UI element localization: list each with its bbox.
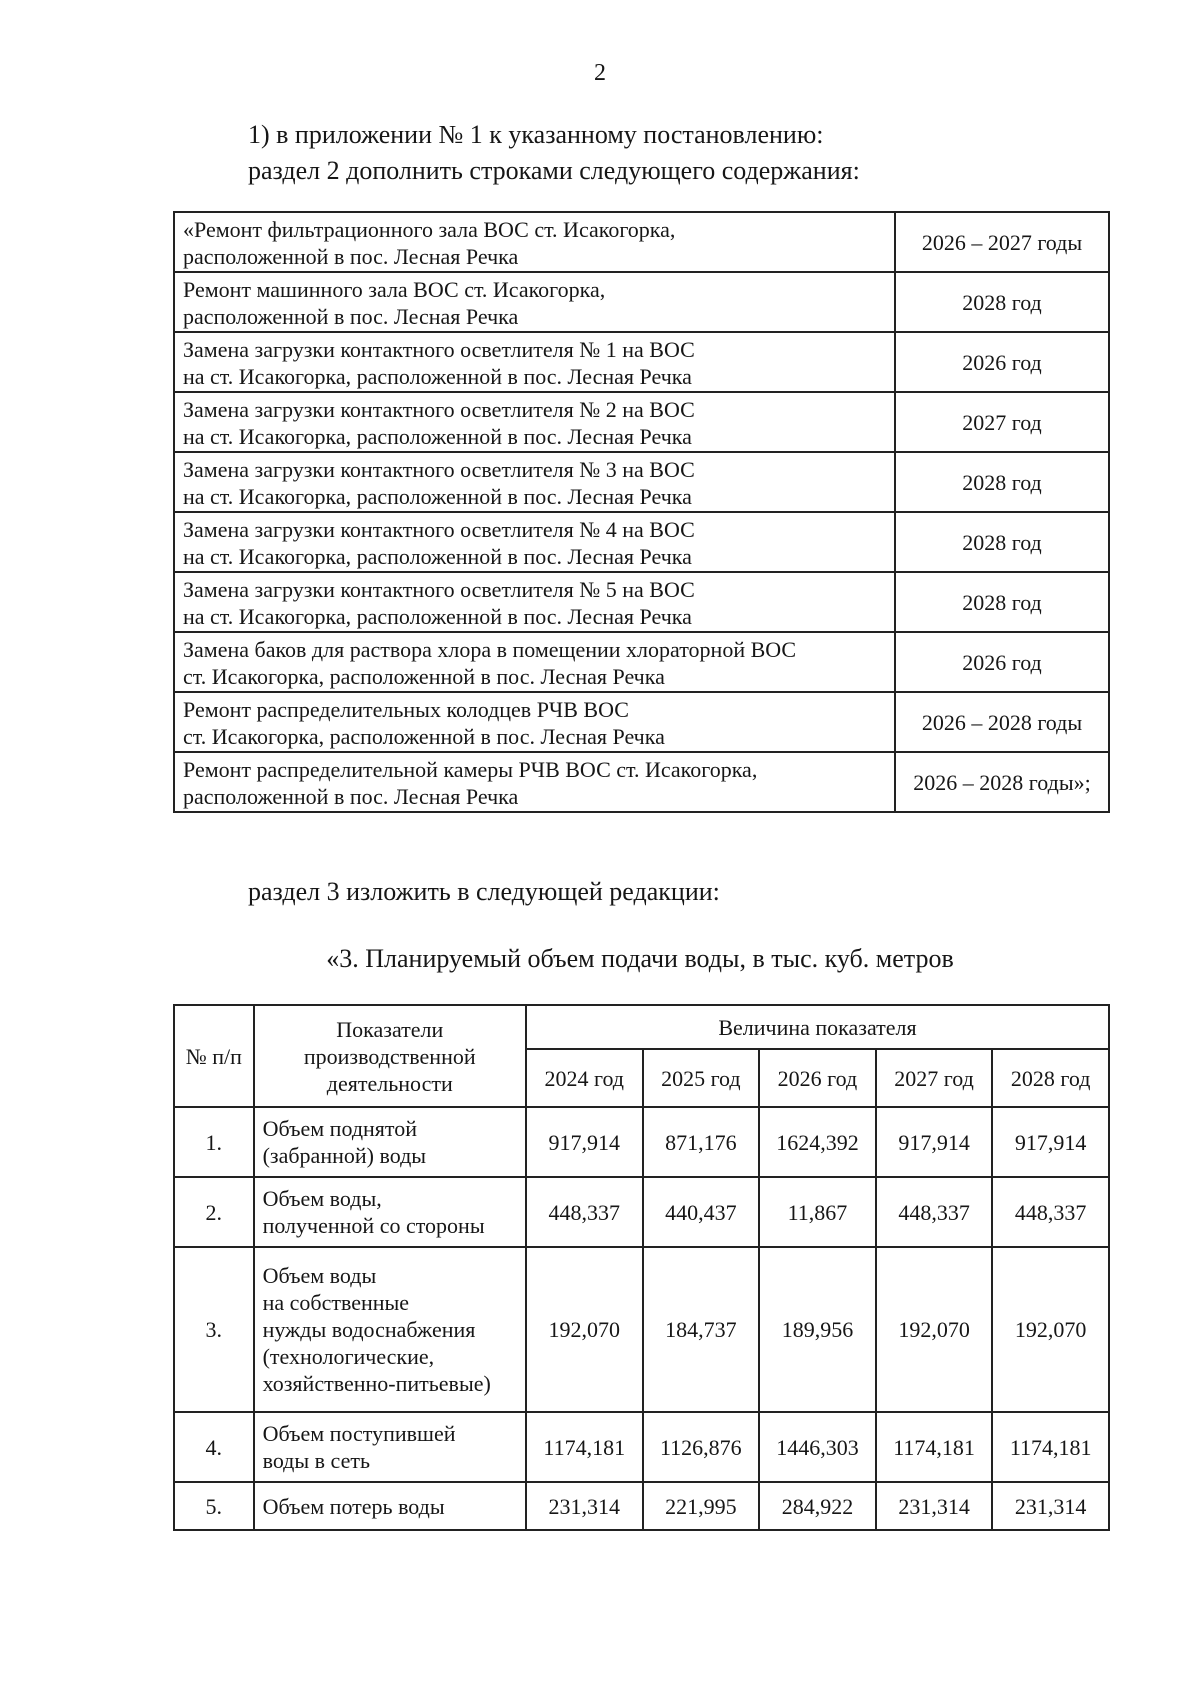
work-description [174,632,895,692]
indicator-name-line: хозяйственно-питьевые) [262,1371,491,1396]
table-header-row [174,1005,1109,1049]
work-description-line: Замена загрузки контактного осветлителя № 2 на ВОС [183,396,695,422]
section3-title: «3. Планируемый объем подачи воды, в тыс. куб. метров [326,944,954,973]
header-indicator [254,1005,526,1107]
header-number: № п/п [174,1005,254,1107]
header-year: 2028 год [992,1049,1109,1107]
page-number: 2 [594,60,606,86]
work-description-line: Замена загрузки контактного осветлителя № 4 на ВОС [183,516,695,542]
table-row [174,1482,1109,1530]
table-row [174,332,1109,392]
table-row [174,392,1109,452]
work-period: 2026 год [895,332,1109,392]
table-row [174,1247,1109,1412]
value-cell: 1446,303 [759,1412,876,1482]
value-cell: 189,956 [759,1247,876,1412]
row-number: 2. [174,1177,254,1247]
value-cell: 917,914 [526,1107,643,1177]
row-number: 1. [174,1107,254,1177]
work-period: 2026 – 2027 годы [895,212,1109,272]
work-period: 2027 год [895,392,1109,452]
work-description-line: на ст. Исакогорка, расположенной в пос. Лесная Речка [183,423,692,449]
work-description-line: Замена баков для раствора хлора в помещении хлораторной ВОС [183,636,797,662]
work-description-line: Ремонт машинного зала ВОС ст. Исакогорка, [183,276,606,302]
value-cell: 221,995 [643,1482,760,1530]
indicator-name-line: на собственные [262,1290,410,1315]
indicator-name-line: воды в сеть [262,1448,370,1473]
value-cell: 1126,876 [643,1412,760,1482]
work-period: 2028 год [895,512,1109,572]
indicator-name [254,1247,526,1412]
header-year: 2027 год [876,1049,993,1107]
value-cell: 231,314 [992,1482,1109,1530]
indicator-name-line: Объем поступившей [262,1421,456,1446]
indicator-name-line: (забранной) воды [262,1143,427,1168]
row-number: 5. [174,1482,254,1530]
header-indicator-line: производственной [303,1043,476,1069]
header-indicator-line: деятельности [326,1070,453,1096]
value-cell: 917,914 [992,1107,1109,1177]
table-row [174,572,1109,632]
value-cell: 1174,181 [992,1412,1109,1482]
value-cell: 284,922 [759,1482,876,1530]
indicator-name-line: Объем потерь воды [262,1493,445,1519]
work-description-line: расположенной в пос. Лесная Речка [183,783,519,809]
indicator-name [254,1177,526,1247]
work-description [174,212,895,272]
work-description [174,452,895,512]
work-description-line: Замена загрузки контактного осветлителя № 5 на ВОС [183,576,695,602]
work-period: 2026 – 2028 годы [895,692,1109,752]
row-number: 3. [174,1247,254,1412]
works-table [173,211,1110,813]
value-cell: 448,337 [876,1177,993,1247]
intro-line-2: раздел 2 дополнить строками следующего содержания: [248,156,860,185]
table-row [174,692,1109,752]
value-cell: 192,070 [526,1247,643,1412]
value-cell: 1624,392 [759,1107,876,1177]
work-period: 2026 – 2028 годы»; [895,752,1109,812]
indicator-name-line: полученной со стороны [262,1213,485,1238]
value-cell: 440,437 [643,1177,760,1247]
work-description-line: Ремонт распределительных колодцев РЧВ ВОС [183,696,629,722]
work-description [174,332,895,392]
table-row [174,512,1109,572]
value-cell: 448,337 [526,1177,643,1247]
table-row [174,272,1109,332]
work-period: 2026 год [895,632,1109,692]
work-description [174,692,895,752]
work-description-line: на ст. Исакогорка, расположенной в пос. Лесная Речка [183,603,692,629]
work-description-line: Замена загрузки контактного осветлителя № 1 на ВОС [183,336,695,362]
indicator-name-line: Объем воды [262,1263,377,1288]
work-description [174,512,895,572]
work-description-line: ст. Исакогорка, расположенной в пос. Лесная Речка [183,663,665,689]
header-year: 2026 год [759,1049,876,1107]
work-description-line: расположенной в пос. Лесная Речка [183,243,519,269]
intro-line-1: 1) в приложении № 1 к указанному постановлению: [248,120,824,149]
work-description [174,272,895,332]
table-row [174,1177,1109,1247]
table-row [174,752,1109,812]
indicator-name [254,1482,526,1530]
work-description-line: на ст. Исакогорка, расположенной в пос. Лесная Речка [183,543,692,569]
value-cell: 11,867 [759,1177,876,1247]
table-row [174,1107,1109,1177]
work-description [174,752,895,812]
row-number: 4. [174,1412,254,1482]
value-cell: 1174,181 [526,1412,643,1482]
indicator-name [254,1412,526,1482]
header-indicator-line: Показатели [336,1016,444,1042]
section3-intro: раздел 3 изложить в следующей редакции: [248,877,720,906]
header-year: 2024 год [526,1049,643,1107]
header-value: Величина показателя [526,1005,1109,1049]
work-period: 2028 год [895,452,1109,512]
value-cell: 192,070 [876,1247,993,1412]
water-supply-table [173,1004,1110,1531]
value-cell: 448,337 [992,1177,1109,1247]
work-description-line: на ст. Исакогорка, расположенной в пос. Лесная Речка [183,483,692,509]
value-cell: 184,737 [643,1247,760,1412]
value-cell: 231,314 [526,1482,643,1530]
header-year: 2025 год [643,1049,760,1107]
work-period: 2028 год [895,572,1109,632]
indicator-name-line: (технологические, [262,1344,435,1369]
work-description-line: ст. Исакогорка, расположенной в пос. Лесная Речка [183,723,665,749]
value-cell: 231,314 [876,1482,993,1530]
value-cell: 192,070 [992,1247,1109,1412]
indicator-name [254,1107,526,1177]
work-description-line: на ст. Исакогорка, расположенной в пос. Лесная Речка [183,363,692,389]
table-row [174,1412,1109,1482]
work-description-line: «Ремонт фильтрационного зала ВОС ст. Исакогорка, [183,216,676,242]
work-description-line: расположенной в пос. Лесная Речка [183,303,519,329]
value-cell: 917,914 [876,1107,993,1177]
work-description [174,392,895,452]
work-description-line: Замена загрузки контактного осветлителя № 3 на ВОС [183,456,695,482]
value-cell: 871,176 [643,1107,760,1177]
table-row [174,452,1109,512]
table-row [174,632,1109,692]
indicator-name-line: Объем воды, [262,1186,382,1211]
work-description [174,572,895,632]
table-row [174,212,1109,272]
indicator-name-line: нужды водоснабжения [262,1317,476,1342]
value-cell: 1174,181 [876,1412,993,1482]
work-period: 2028 год [895,272,1109,332]
work-description-line: Ремонт распределительной камеры РЧВ ВОС ст. Исакогорка, [183,756,758,782]
indicator-name-line: Объем поднятой [262,1116,417,1141]
